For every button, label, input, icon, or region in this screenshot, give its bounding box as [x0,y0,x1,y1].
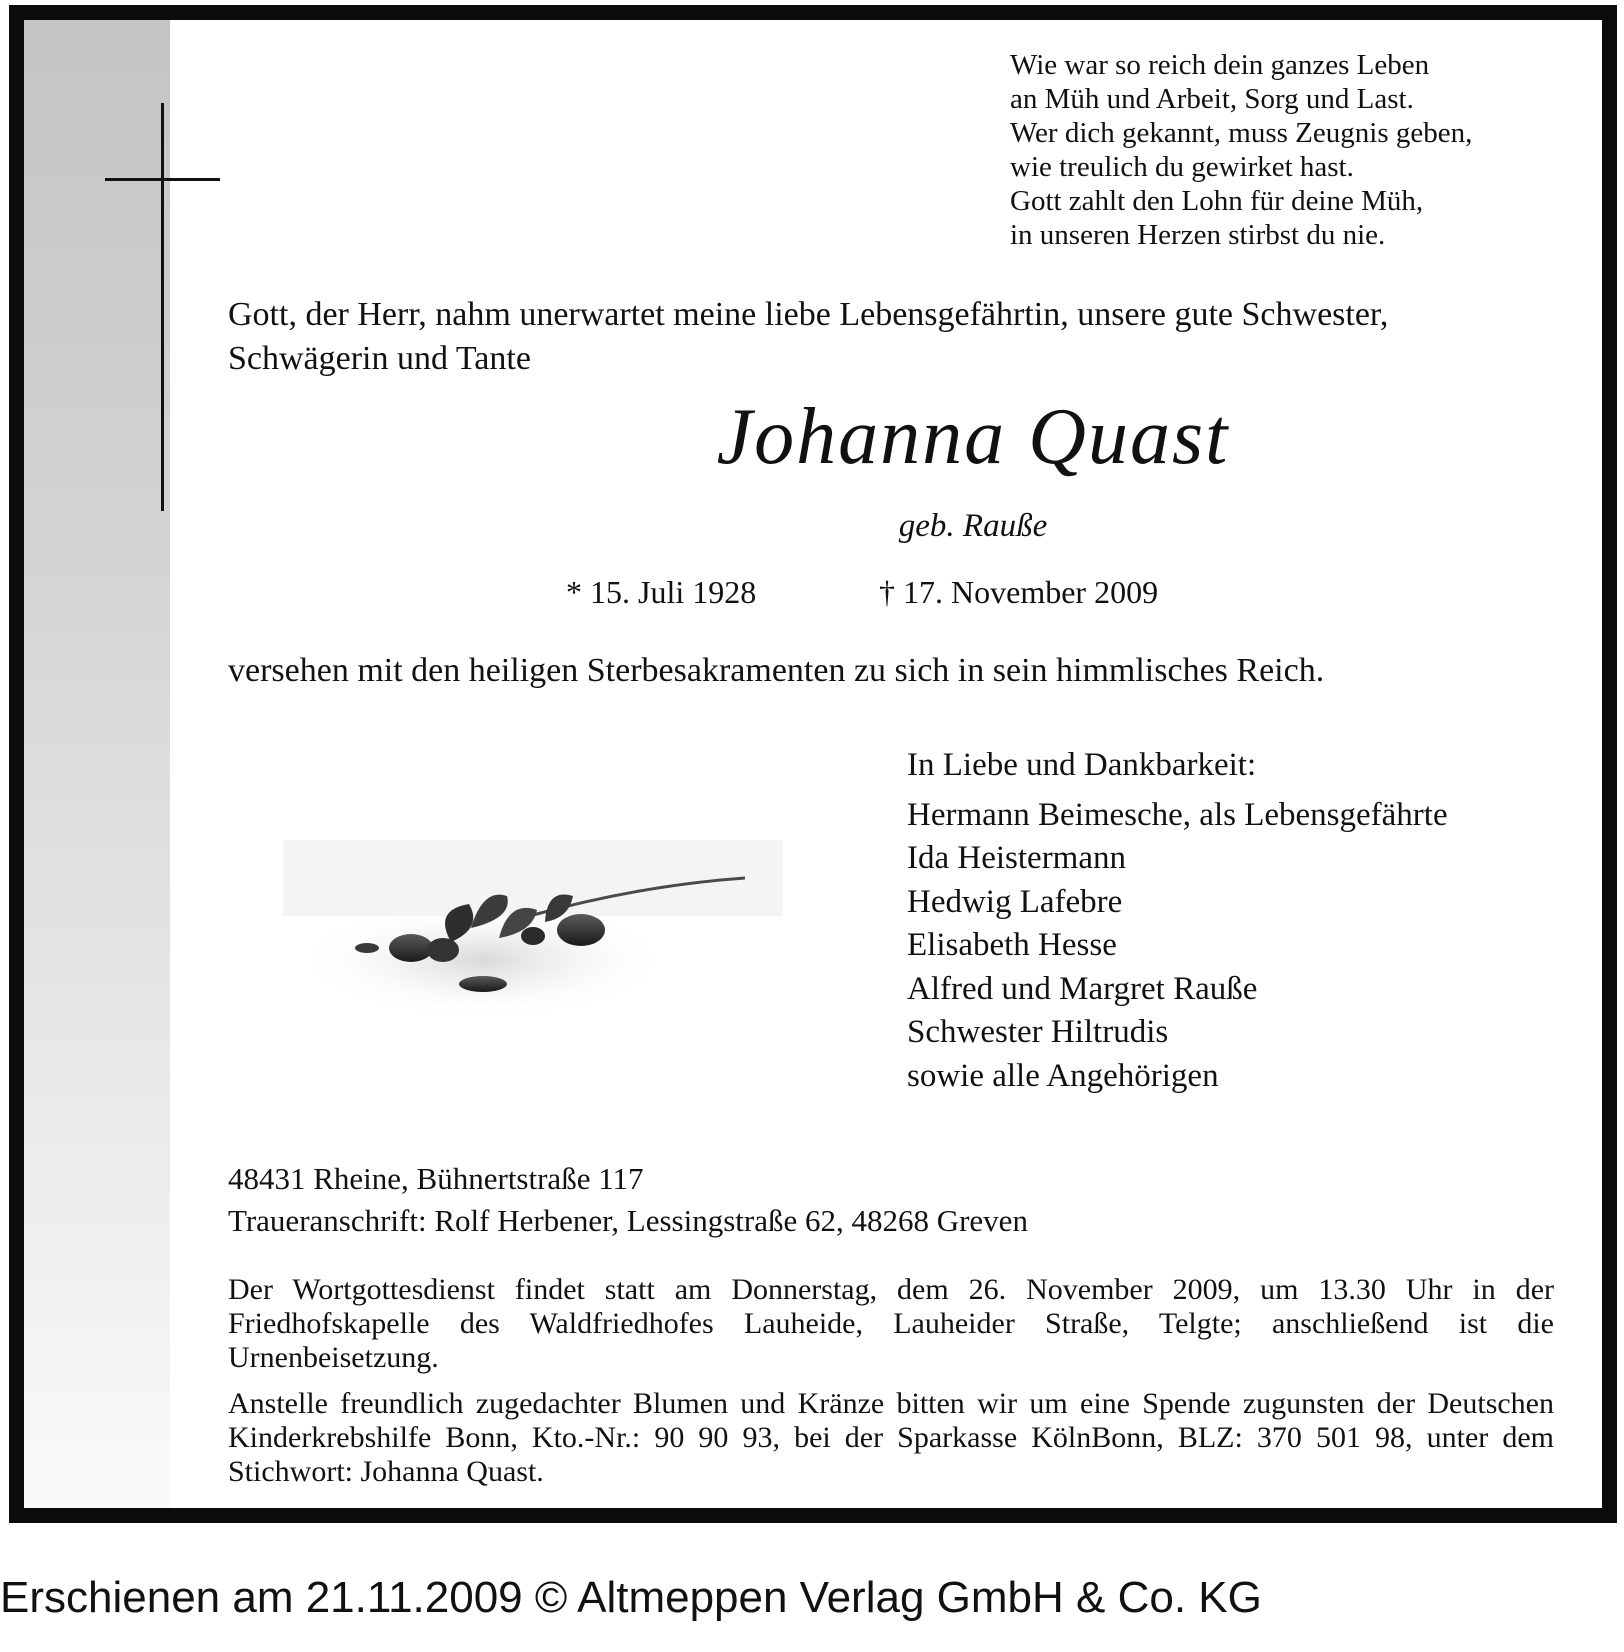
mourner-name: sowie alle Angehörigen [907,1057,1219,1094]
service-info: Der Wortgottesdienst findet statt am Donnerstag, dem 26. November 2009, um 13.30 Uhr in der Friedhofskapelle des Waldfriedhofes Lauheide, Lauheider Straße, Telgte; anschließend ist die Urnenbeisetzung. [228,1273,1554,1374]
poem [1010,48,1610,252]
rose-petal [459,976,507,992]
mourners-heading: In Liebe und Dankbarkeit: [907,747,1257,783]
rose-petal [521,927,545,945]
rose-bud [557,914,605,946]
rose-petal [389,934,433,962]
mourner-name: Hedwig Lafebre [907,883,1123,920]
donation-info: Anstelle freundlich zugedachter Blumen und Kränze bitten wir um eine Spende zugunsten der Deutschen Kinderkrebshilfe Bonn, Kto.-Nr.: 90 90 93, bei der Sparkasse KölnBonn, BLZ: 370 501 98, unter dem Stichwort: Johanna Quast. [228,1387,1554,1488]
home-address: 48431 Rheine, Bühnertstraße 117 [228,1161,644,1196]
intro-line-1: Gott, der Herr, nahm unerwartet meine liebe Lebensgefährtin, unsere gute Schwester, [228,296,1389,333]
rose-petal [427,938,459,962]
mourner-name: Schwester Hiltrudis [907,1014,1169,1050]
birth-date: * 15. Juli 1928 [566,574,757,610]
obituary-notice [9,5,1617,1523]
intro-line-2: Schwägerin und Tante [228,340,531,377]
intro-text [228,293,1588,381]
sacraments-text: versehen mit den heiligen Sterbesakramenten zu sich in sein himmlisches Reich. [228,652,1325,689]
poem-line: an Müh und Arbeit, Sorg und Last. [1010,83,1414,115]
poem-line: Wer dich gekannt, muss Zeugnis geben, [1010,117,1473,149]
rose-illustration [283,840,783,1050]
maiden-name: geb. Rauße [898,508,1048,544]
cross-icon-bar [105,178,220,181]
mourning-address: Traueranschrift: Rolf Herbener, Lessingstraße 62, 48268 Greven [228,1203,1028,1238]
mourner-name: Ida Heistermann [907,840,1126,876]
mourners-list [907,744,1587,1098]
poem-line: in unseren Herzen stirbst du nie. [1010,219,1386,251]
deceased-name: Johanna Quast [716,393,1230,481]
death-date: † 17. November 2009 [879,574,1159,610]
mourner-name: Alfred und Margret Rauße [907,970,1258,1007]
poem-line: Wie war so reich dein ganzes Leben [1010,49,1430,81]
addresses [228,1158,1028,1242]
mourner-name: Hermann Beimesche, als Lebensgefährte [907,796,1448,833]
publication-footer: Erschienen am 21.11.2009 © Altmeppen Verlag GmbH & Co. KG [0,1573,1262,1622]
side-gradient-band [24,20,170,1508]
poem-line: wie treulich du gewirket hast. [1010,151,1354,183]
poem-line: Gott zahlt den Lohn für deine Müh, [1010,185,1424,217]
mourner-name: Elisabeth Hesse [907,927,1117,963]
rose-petal [355,943,379,953]
